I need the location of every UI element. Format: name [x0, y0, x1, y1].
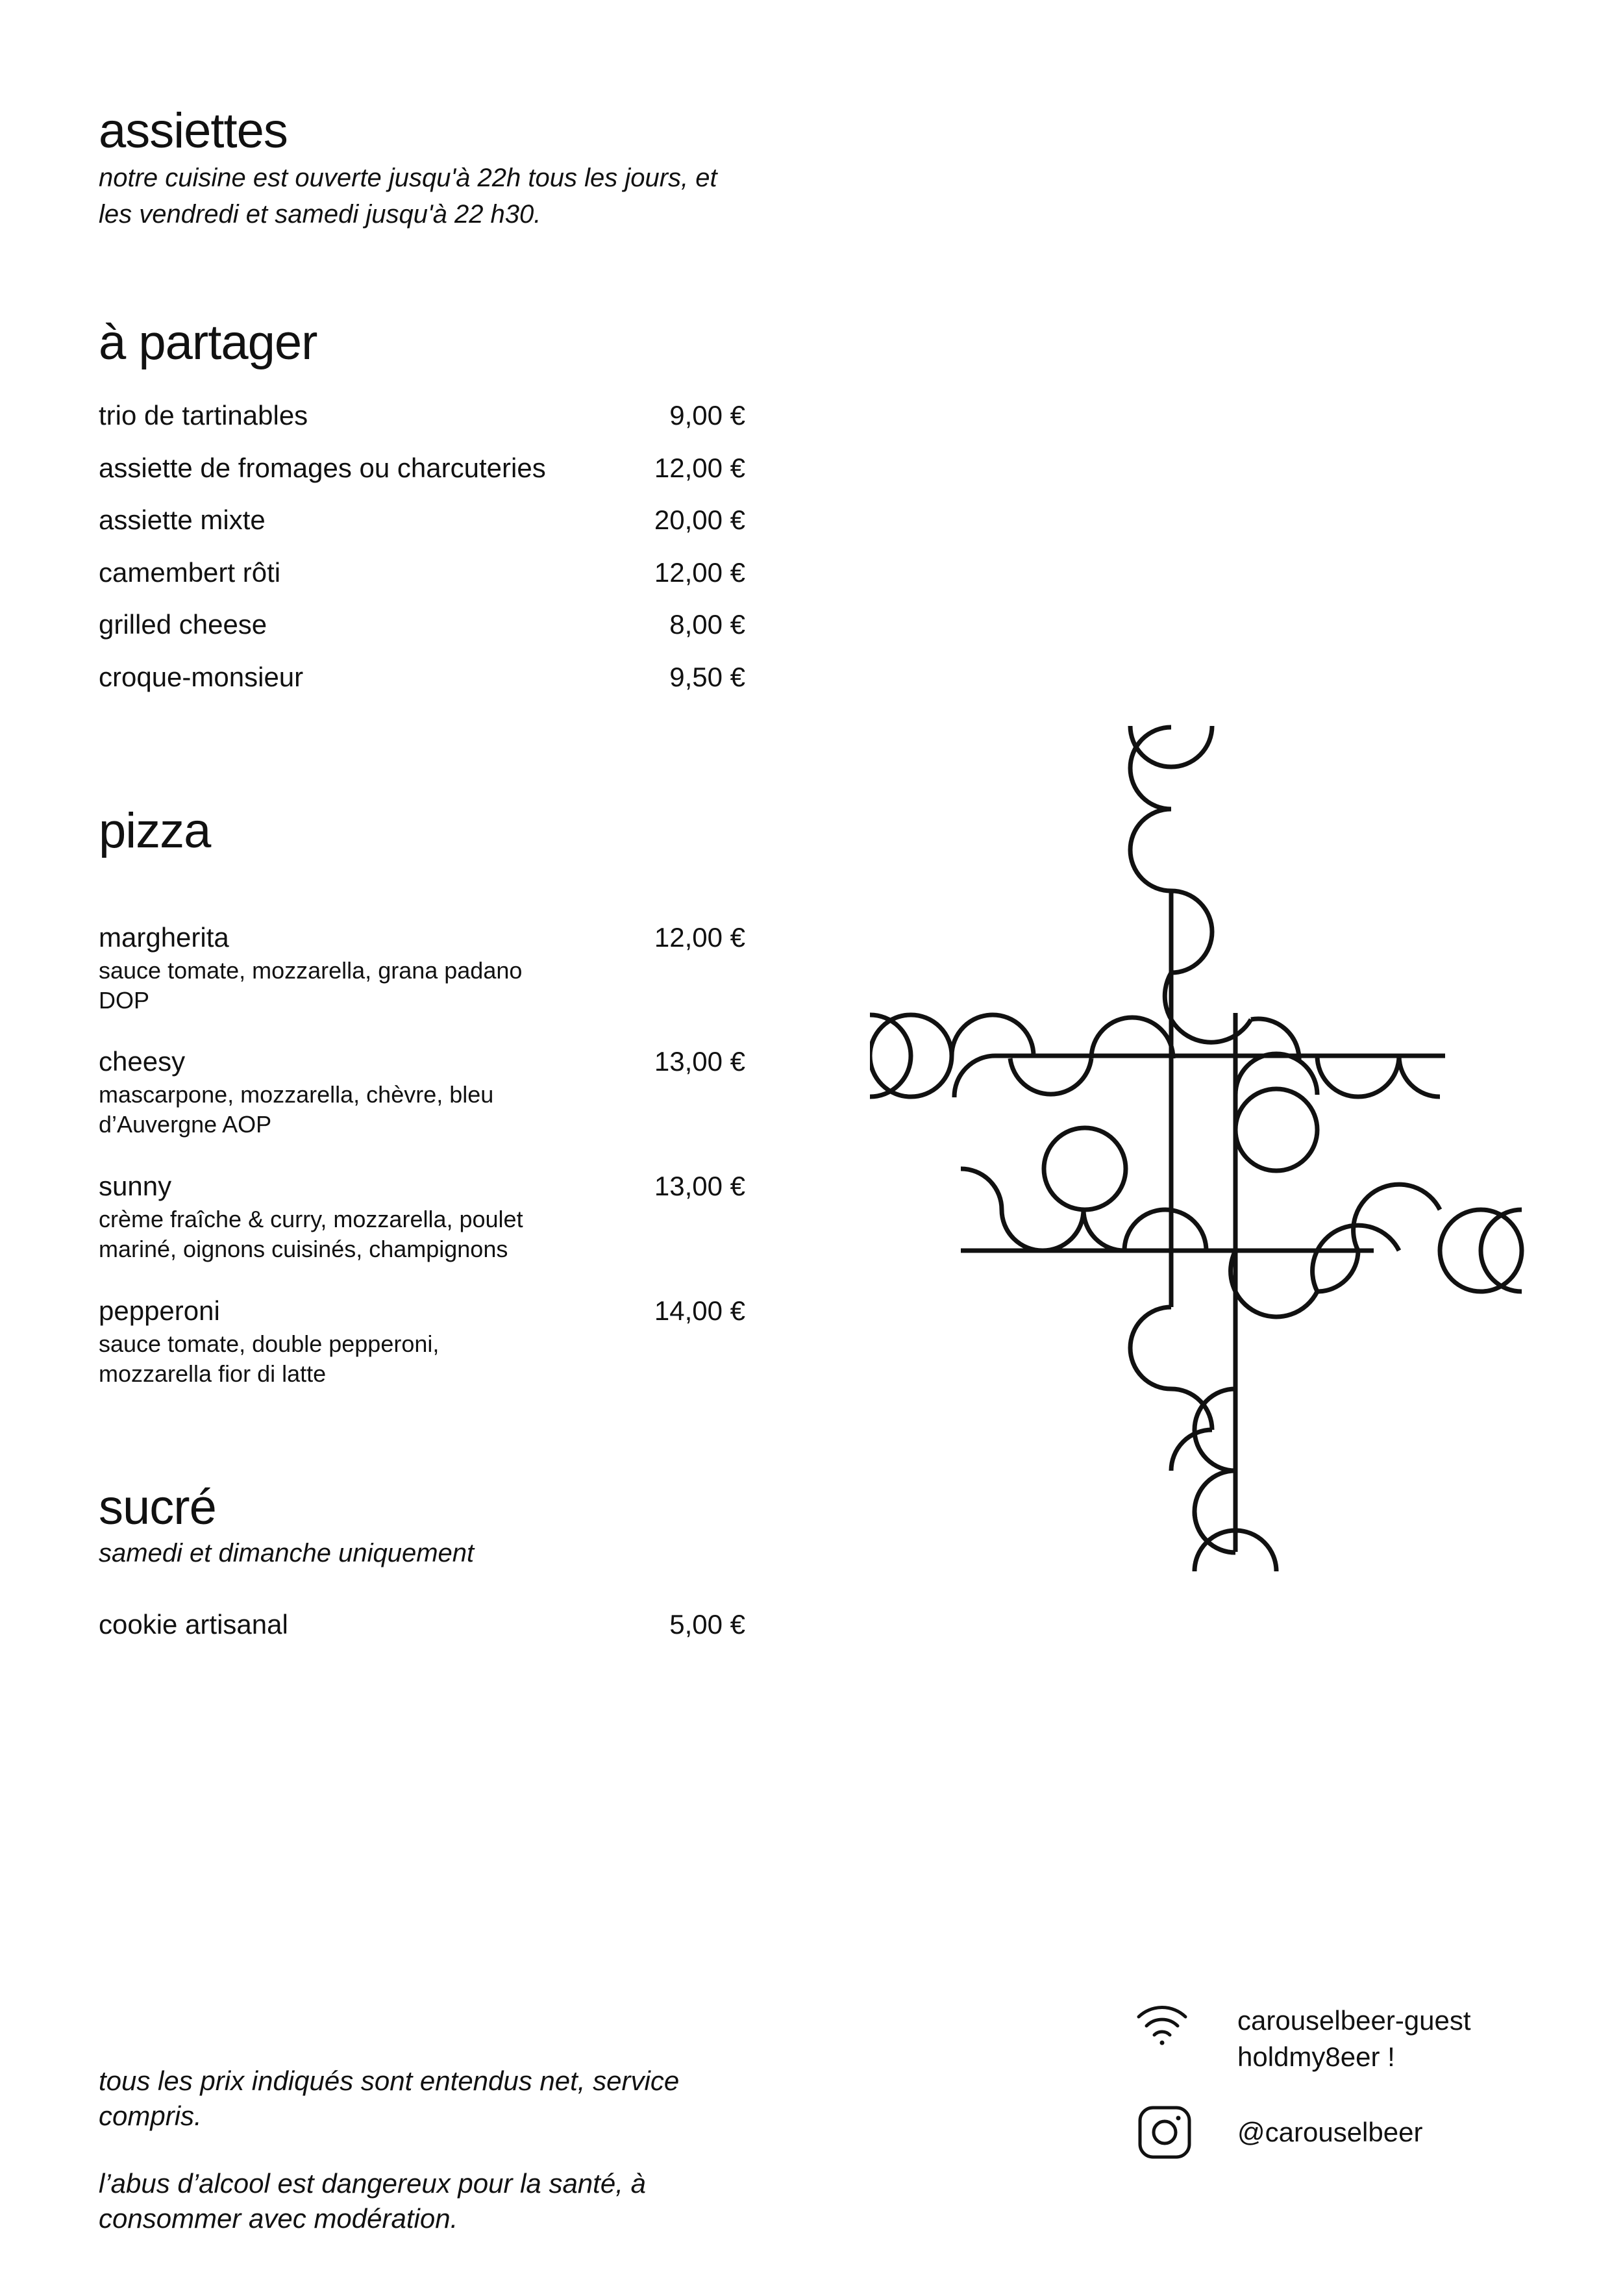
pizza-item [99, 1043, 745, 1140]
instagram-icon[interactable] [1137, 2105, 1192, 2160]
menu-item-name: cookie artisanal [99, 1609, 288, 1640]
pizza-description [99, 956, 579, 1016]
menu-item-price: 8,00 € [669, 609, 745, 640]
alcohol-warning [99, 2166, 748, 2236]
pizza-price: 12,00 € [654, 922, 745, 953]
menu-item [99, 1605, 745, 1644]
kitchen-hours-line-2: les vendredi et samedi jusqu'à 22 h30. [99, 200, 541, 229]
menu-item-price: 12,00 € [654, 453, 745, 483]
pizza-item [99, 919, 745, 1016]
kitchen-hours-line-1: notre cuisine est ouverte jusqu'à 22h tous les jours, et [99, 164, 717, 192]
pizza-description [99, 1329, 579, 1389]
menu-item [99, 553, 745, 592]
pizza-name: cheesy [99, 1046, 186, 1077]
pizza-description-line-2: mozzarella fior di latte [99, 1360, 327, 1387]
pizza-name: sunny [99, 1171, 172, 1201]
prices-disclaimer-line-2: compris. [99, 2101, 202, 2131]
menu-item [99, 501, 745, 540]
wifi-network-name: carouselbeer-guest [1237, 2005, 1471, 2036]
menu-item-price: 12,00 € [654, 557, 745, 588]
menu-item [99, 396, 745, 435]
menu-item-price: 9,50 € [669, 662, 745, 692]
pizza-price: 13,00 € [654, 1046, 745, 1077]
pizza-description [99, 1080, 579, 1140]
menu-item-name: croque-monsieur [99, 662, 304, 692]
menu-item [99, 658, 745, 697]
menu-item-price: 5,00 € [669, 1609, 745, 1640]
prices-disclaimer-line-1: tous les prix indiqués sont entendus net, service [99, 2065, 680, 2096]
pizza-description-line-1: sauce tomate, double pepperoni, [99, 1330, 440, 1357]
menu-item-price: 9,00 € [669, 400, 745, 430]
pizza-description-line-1: mascarpone, mozzarella, chèvre, bleu [99, 1081, 494, 1108]
menu-item-price: 20,00 € [654, 505, 745, 535]
alcohol-warning-line-2: consommer avec modération. [99, 2203, 458, 2234]
pizza-description-line-2: d’Auvergne AOP [99, 1111, 272, 1138]
prices-disclaimer [99, 2064, 748, 2134]
pizza-description-line-1: sauce tomate, mozzarella, grana padano [99, 957, 523, 984]
section-title-a-partager: à partager [99, 315, 317, 370]
wifi-password: holdmy8eer ! [1237, 2041, 1395, 2072]
pizza-item [99, 1168, 745, 1264]
alcohol-warning-line-1: l’abus d’alcool est dangereux pour la santé, à [99, 2168, 646, 2199]
section-title-sucre: sucré [99, 1480, 216, 1535]
kitchen-hours-note [99, 160, 878, 232]
menu-item-name: assiette mixte [99, 505, 266, 535]
pizza-item [99, 1293, 745, 1389]
pizza-description-line-2: mariné, oignons cuisinés, champignons [99, 1236, 508, 1262]
menu-item-name: assiette de fromages ou charcuteries [99, 453, 546, 483]
wifi-icon [1135, 2003, 1189, 2049]
pizza-price: 14,00 € [654, 1295, 745, 1326]
menu-item-name: trio de tartinables [99, 400, 308, 430]
pizza-description-line-1: crème fraîche & curry, mozzarella, poulet [99, 1206, 523, 1232]
menu-item-name: grilled cheese [99, 609, 267, 640]
menu-item [99, 605, 745, 644]
section-title-assiettes: assiettes [99, 103, 288, 158]
pizza-description-line-2: DOP [99, 987, 150, 1014]
pizza-description [99, 1204, 579, 1264]
menu-item [99, 449, 745, 488]
menu-item-name: camembert rôti [99, 557, 281, 588]
instagram-handle[interactable]: @carouselbeer [1237, 2117, 1423, 2147]
pizza-price: 13,00 € [654, 1171, 745, 1201]
pizza-name: pepperoni [99, 1295, 220, 1326]
decorative-carousel-pattern [870, 714, 1539, 1597]
section-title-pizza: pizza [99, 803, 211, 858]
sucre-availability-note: samedi et dimanche uniquement [99, 1539, 475, 1567]
pizza-name: margherita [99, 922, 229, 953]
